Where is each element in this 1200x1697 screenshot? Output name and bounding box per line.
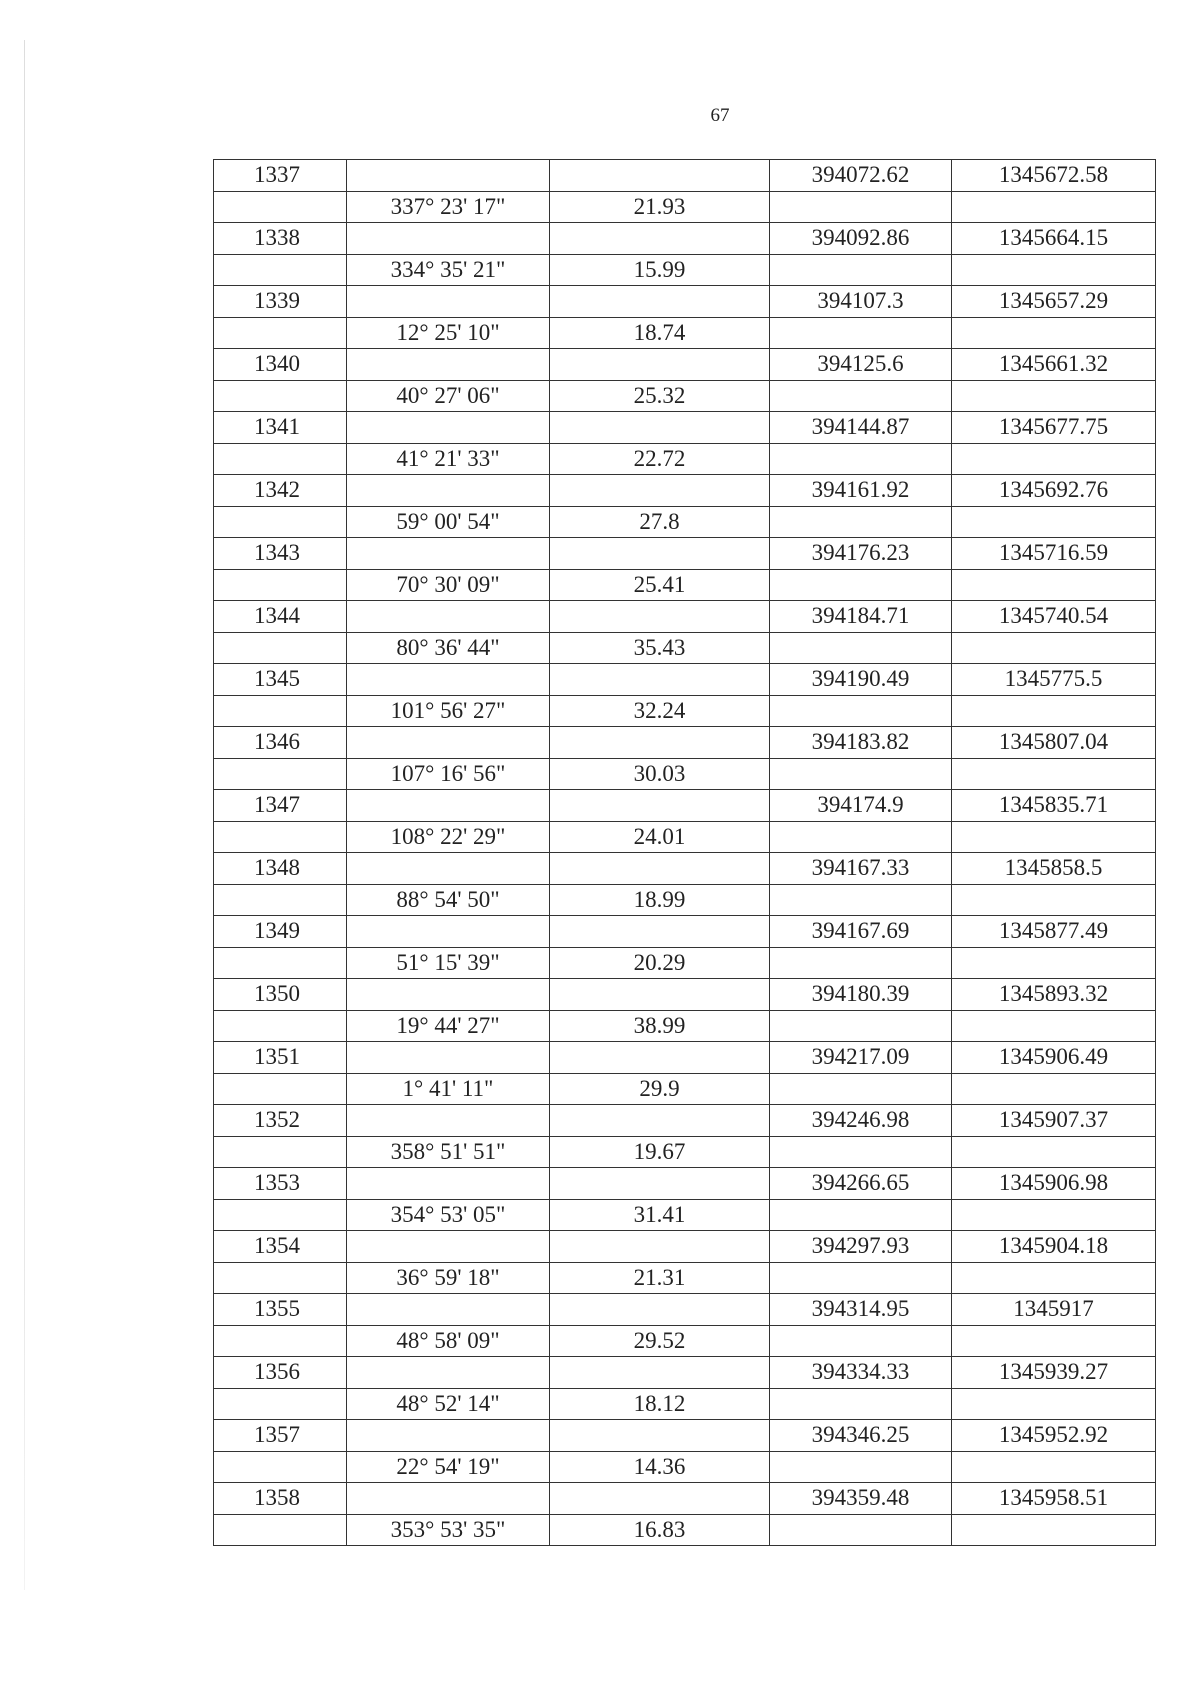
- northing-cell: [770, 380, 952, 412]
- point-number-cell: [214, 632, 347, 664]
- easting-cell: 1345672.58: [952, 160, 1156, 192]
- northing-cell: [770, 947, 952, 979]
- point-number-cell: 1348: [214, 853, 347, 885]
- distance-cell: 21.93: [550, 191, 770, 223]
- distance-cell: 25.41: [550, 569, 770, 601]
- table-row-leg: [214, 1388, 1156, 1420]
- distance-cell: 21.31: [550, 1262, 770, 1294]
- table-row-leg: [214, 1514, 1156, 1546]
- point-number-cell: 1342: [214, 475, 347, 507]
- northing-cell: 394314.95: [770, 1294, 952, 1326]
- distance-cell: 24.01: [550, 821, 770, 853]
- easting-cell: 1345858.5: [952, 853, 1156, 885]
- distance-cell: [550, 349, 770, 381]
- northing-cell: [770, 443, 952, 475]
- northing-cell: 394167.69: [770, 916, 952, 948]
- easting-cell: 1345775.5: [952, 664, 1156, 696]
- bearing-cell: [347, 223, 550, 255]
- bearing-cell: [347, 1294, 550, 1326]
- table-row-point: [214, 1168, 1156, 1200]
- northing-cell: 394167.33: [770, 853, 952, 885]
- table-row-point: [214, 916, 1156, 948]
- point-number-cell: 1356: [214, 1357, 347, 1389]
- distance-cell: 29.9: [550, 1073, 770, 1105]
- bearing-cell: 107° 16' 56": [347, 758, 550, 790]
- distance-cell: 14.36: [550, 1451, 770, 1483]
- easting-cell: [952, 1262, 1156, 1294]
- table-row-leg: [214, 1010, 1156, 1042]
- distance-cell: 19.67: [550, 1136, 770, 1168]
- easting-cell: [952, 1514, 1156, 1546]
- northing-cell: 394092.86: [770, 223, 952, 255]
- northing-cell: 394190.49: [770, 664, 952, 696]
- bearing-cell: 70° 30' 09": [347, 569, 550, 601]
- easting-cell: 1345904.18: [952, 1231, 1156, 1263]
- northing-cell: 394144.87: [770, 412, 952, 444]
- table-row-point: [214, 727, 1156, 759]
- point-number-cell: [214, 443, 347, 475]
- northing-cell: 394346.25: [770, 1420, 952, 1452]
- point-number-cell: 1346: [214, 727, 347, 759]
- northing-cell: 394334.33: [770, 1357, 952, 1389]
- table-row-leg: [214, 821, 1156, 853]
- distance-cell: [550, 1294, 770, 1326]
- northing-cell: [770, 1073, 952, 1105]
- easting-cell: 1345906.98: [952, 1168, 1156, 1200]
- northing-cell: [770, 569, 952, 601]
- point-number-cell: [214, 254, 347, 286]
- bearing-cell: [347, 664, 550, 696]
- distance-cell: 31.41: [550, 1199, 770, 1231]
- point-number-cell: 1353: [214, 1168, 347, 1200]
- northing-cell: [770, 821, 952, 853]
- easting-cell: 1345664.15: [952, 223, 1156, 255]
- northing-cell: [770, 1010, 952, 1042]
- bearing-cell: 334° 35' 21": [347, 254, 550, 286]
- northing-cell: [770, 506, 952, 538]
- point-number-cell: [214, 1010, 347, 1042]
- northing-cell: [770, 695, 952, 727]
- bearing-cell: 337° 23' 17": [347, 191, 550, 223]
- bearing-cell: [347, 1483, 550, 1515]
- page-number: [0, 105, 1200, 127]
- easting-cell: 1345877.49: [952, 916, 1156, 948]
- easting-cell: 1345917: [952, 1294, 1156, 1326]
- northing-cell: [770, 1262, 952, 1294]
- page-number-text: 67: [710, 105, 730, 126]
- easting-cell: 1345893.32: [952, 979, 1156, 1011]
- table-row-point: [214, 349, 1156, 381]
- bearing-cell: [347, 1357, 550, 1389]
- bearing-cell: [347, 1168, 550, 1200]
- bearing-cell: 59° 00' 54": [347, 506, 550, 538]
- northing-cell: 394297.93: [770, 1231, 952, 1263]
- survey-coordinates-table: [213, 159, 1156, 1546]
- easting-cell: 1345677.75: [952, 412, 1156, 444]
- bearing-cell: 12° 25' 10": [347, 317, 550, 349]
- bearing-cell: 22° 54' 19": [347, 1451, 550, 1483]
- distance-cell: 35.43: [550, 632, 770, 664]
- easting-cell: [952, 884, 1156, 916]
- table-row-leg: [214, 1262, 1156, 1294]
- point-number-cell: [214, 1388, 347, 1420]
- point-number-cell: 1339: [214, 286, 347, 318]
- distance-cell: 18.74: [550, 317, 770, 349]
- distance-cell: 29.52: [550, 1325, 770, 1357]
- table-row-leg: [214, 380, 1156, 412]
- easting-cell: [952, 1325, 1156, 1357]
- distance-cell: 32.24: [550, 695, 770, 727]
- point-number-cell: [214, 191, 347, 223]
- table-row-point: [214, 286, 1156, 318]
- northing-cell: 394359.48: [770, 1483, 952, 1515]
- bearing-cell: [347, 601, 550, 633]
- table-row-leg: [214, 1325, 1156, 1357]
- bearing-cell: [347, 916, 550, 948]
- bearing-cell: 48° 52' 14": [347, 1388, 550, 1420]
- point-number-cell: 1358: [214, 1483, 347, 1515]
- distance-cell: 18.99: [550, 884, 770, 916]
- bearing-cell: 41° 21' 33": [347, 443, 550, 475]
- point-number-cell: [214, 569, 347, 601]
- table-body: [214, 160, 1156, 1546]
- table-row-leg: [214, 506, 1156, 538]
- point-number-cell: 1350: [214, 979, 347, 1011]
- easting-cell: 1345661.32: [952, 349, 1156, 381]
- easting-cell: [952, 695, 1156, 727]
- table-row-leg: [214, 947, 1156, 979]
- distance-cell: [550, 790, 770, 822]
- table-row-point: [214, 979, 1156, 1011]
- distance-cell: 15.99: [550, 254, 770, 286]
- northing-cell: 394183.82: [770, 727, 952, 759]
- point-number-cell: [214, 947, 347, 979]
- northing-cell: 394180.39: [770, 979, 952, 1011]
- point-number-cell: [214, 1451, 347, 1483]
- northing-cell: [770, 758, 952, 790]
- distance-cell: [550, 727, 770, 759]
- bearing-cell: [347, 160, 550, 192]
- distance-cell: 20.29: [550, 947, 770, 979]
- distance-cell: [550, 853, 770, 885]
- bearing-cell: 1° 41' 11": [347, 1073, 550, 1105]
- easting-cell: 1345939.27: [952, 1357, 1156, 1389]
- point-number-cell: 1343: [214, 538, 347, 570]
- easting-cell: [952, 380, 1156, 412]
- easting-cell: [952, 1136, 1156, 1168]
- bearing-cell: [347, 1420, 550, 1452]
- table-row-point: [214, 790, 1156, 822]
- table-row-point: [214, 538, 1156, 570]
- easting-cell: [952, 254, 1156, 286]
- table-row-leg: [214, 1073, 1156, 1105]
- northing-cell: [770, 191, 952, 223]
- table-row-point: [214, 853, 1156, 885]
- distance-cell: [550, 664, 770, 696]
- table-row-point: [214, 1294, 1156, 1326]
- point-number-cell: [214, 1325, 347, 1357]
- table-row-leg: [214, 1451, 1156, 1483]
- table-row-point: [214, 1042, 1156, 1074]
- northing-cell: [770, 1388, 952, 1420]
- point-number-cell: 1340: [214, 349, 347, 381]
- bearing-cell: 40° 27' 06": [347, 380, 550, 412]
- distance-cell: [550, 223, 770, 255]
- easting-cell: [952, 1073, 1156, 1105]
- northing-cell: [770, 317, 952, 349]
- point-number-cell: 1344: [214, 601, 347, 633]
- table-row-point: [214, 412, 1156, 444]
- bearing-cell: [347, 790, 550, 822]
- bearing-cell: 358° 51' 51": [347, 1136, 550, 1168]
- bearing-cell: 80° 36' 44": [347, 632, 550, 664]
- point-number-cell: 1347: [214, 790, 347, 822]
- scan-edge-mark: [24, 40, 25, 1590]
- distance-cell: [550, 412, 770, 444]
- point-number-cell: [214, 821, 347, 853]
- bearing-cell: [347, 538, 550, 570]
- distance-cell: [550, 979, 770, 1011]
- bearing-cell: [347, 853, 550, 885]
- bearing-cell: [347, 349, 550, 381]
- point-number-cell: 1354: [214, 1231, 347, 1263]
- northing-cell: 394184.71: [770, 601, 952, 633]
- point-number-cell: 1338: [214, 223, 347, 255]
- northing-cell: 394217.09: [770, 1042, 952, 1074]
- bearing-cell: [347, 979, 550, 1011]
- northing-cell: [770, 632, 952, 664]
- easting-cell: 1345952.92: [952, 1420, 1156, 1452]
- easting-cell: [952, 947, 1156, 979]
- table-row-point: [214, 664, 1156, 696]
- distance-cell: [550, 1105, 770, 1137]
- bearing-cell: [347, 1231, 550, 1263]
- bearing-cell: 101° 56' 27": [347, 695, 550, 727]
- table-row-leg: [214, 884, 1156, 916]
- table-row-point: [214, 475, 1156, 507]
- bearing-cell: 19° 44' 27": [347, 1010, 550, 1042]
- bearing-cell: 36° 59' 18": [347, 1262, 550, 1294]
- easting-cell: [952, 632, 1156, 664]
- table-row-point: [214, 1483, 1156, 1515]
- easting-cell: 1345657.29: [952, 286, 1156, 318]
- distance-cell: 18.12: [550, 1388, 770, 1420]
- distance-cell: [550, 286, 770, 318]
- point-number-cell: [214, 758, 347, 790]
- easting-cell: [952, 1388, 1156, 1420]
- table-row-leg: [214, 1136, 1156, 1168]
- point-number-cell: [214, 884, 347, 916]
- easting-cell: [952, 758, 1156, 790]
- point-number-cell: 1349: [214, 916, 347, 948]
- northing-cell: 394176.23: [770, 538, 952, 570]
- easting-cell: [952, 506, 1156, 538]
- point-number-cell: [214, 506, 347, 538]
- distance-cell: [550, 601, 770, 633]
- distance-cell: [550, 1168, 770, 1200]
- northing-cell: [770, 1136, 952, 1168]
- table-row-leg: [214, 254, 1156, 286]
- point-number-cell: 1357: [214, 1420, 347, 1452]
- distance-cell: 38.99: [550, 1010, 770, 1042]
- bearing-cell: 108° 22' 29": [347, 821, 550, 853]
- table-row-leg: [214, 632, 1156, 664]
- bearing-cell: 51° 15' 39": [347, 947, 550, 979]
- easting-cell: [952, 1199, 1156, 1231]
- point-number-cell: [214, 1514, 347, 1546]
- distance-cell: [550, 1042, 770, 1074]
- easting-cell: 1345907.37: [952, 1105, 1156, 1137]
- easting-cell: [952, 191, 1156, 223]
- bearing-cell: [347, 412, 550, 444]
- bearing-cell: [347, 727, 550, 759]
- table-row-leg: [214, 569, 1156, 601]
- distance-cell: [550, 1483, 770, 1515]
- point-number-cell: [214, 695, 347, 727]
- bearing-cell: 353° 53' 35": [347, 1514, 550, 1546]
- northing-cell: 394125.6: [770, 349, 952, 381]
- table-row-leg: [214, 191, 1156, 223]
- table-row-point: [214, 223, 1156, 255]
- table-row-point: [214, 601, 1156, 633]
- northing-cell: 394266.65: [770, 1168, 952, 1200]
- bearing-cell: [347, 1042, 550, 1074]
- table-row-point: [214, 1420, 1156, 1452]
- bearing-cell: [347, 475, 550, 507]
- easting-cell: 1345807.04: [952, 727, 1156, 759]
- easting-cell: [952, 569, 1156, 601]
- table-row-leg: [214, 695, 1156, 727]
- northing-cell: [770, 1451, 952, 1483]
- easting-cell: [952, 1010, 1156, 1042]
- table-row-point: [214, 1231, 1156, 1263]
- northing-cell: 394072.62: [770, 160, 952, 192]
- distance-cell: [550, 475, 770, 507]
- bearing-cell: 88° 54' 50": [347, 884, 550, 916]
- bearing-cell: 48° 58' 09": [347, 1325, 550, 1357]
- bearing-cell: [347, 286, 550, 318]
- bearing-cell: 354° 53' 05": [347, 1199, 550, 1231]
- northing-cell: [770, 1325, 952, 1357]
- table-row-point: [214, 1105, 1156, 1137]
- northing-cell: 394161.92: [770, 475, 952, 507]
- point-number-cell: [214, 1262, 347, 1294]
- northing-cell: [770, 884, 952, 916]
- point-number-cell: [214, 317, 347, 349]
- distance-cell: 25.32: [550, 380, 770, 412]
- easting-cell: [952, 821, 1156, 853]
- distance-cell: [550, 1231, 770, 1263]
- distance-cell: [550, 160, 770, 192]
- distance-cell: 27.8: [550, 506, 770, 538]
- distance-cell: [550, 1420, 770, 1452]
- point-number-cell: 1355: [214, 1294, 347, 1326]
- point-number-cell: 1341: [214, 412, 347, 444]
- easting-cell: [952, 443, 1156, 475]
- easting-cell: [952, 317, 1156, 349]
- northing-cell: [770, 254, 952, 286]
- table-row-leg: [214, 1199, 1156, 1231]
- table-row-point: [214, 160, 1156, 192]
- point-number-cell: 1352: [214, 1105, 347, 1137]
- easting-cell: 1345692.76: [952, 475, 1156, 507]
- point-number-cell: 1345: [214, 664, 347, 696]
- northing-cell: 394246.98: [770, 1105, 952, 1137]
- distance-cell: 30.03: [550, 758, 770, 790]
- distance-cell: [550, 538, 770, 570]
- table-row-point: [214, 1357, 1156, 1389]
- table-row-leg: [214, 443, 1156, 475]
- distance-cell: [550, 916, 770, 948]
- easting-cell: 1345740.54: [952, 601, 1156, 633]
- point-number-cell: [214, 1073, 347, 1105]
- northing-cell: [770, 1514, 952, 1546]
- point-number-cell: [214, 1199, 347, 1231]
- easting-cell: 1345835.71: [952, 790, 1156, 822]
- northing-cell: 394107.3: [770, 286, 952, 318]
- point-number-cell: [214, 380, 347, 412]
- distance-cell: 16.83: [550, 1514, 770, 1546]
- table-row-leg: [214, 317, 1156, 349]
- bearing-cell: [347, 1105, 550, 1137]
- easting-cell: [952, 1451, 1156, 1483]
- distance-cell: 22.72: [550, 443, 770, 475]
- point-number-cell: 1337: [214, 160, 347, 192]
- distance-cell: [550, 1357, 770, 1389]
- northing-cell: 394174.9: [770, 790, 952, 822]
- point-number-cell: [214, 1136, 347, 1168]
- easting-cell: 1345958.51: [952, 1483, 1156, 1515]
- easting-cell: 1345906.49: [952, 1042, 1156, 1074]
- easting-cell: 1345716.59: [952, 538, 1156, 570]
- point-number-cell: 1351: [214, 1042, 347, 1074]
- northing-cell: [770, 1199, 952, 1231]
- table-row-leg: [214, 758, 1156, 790]
